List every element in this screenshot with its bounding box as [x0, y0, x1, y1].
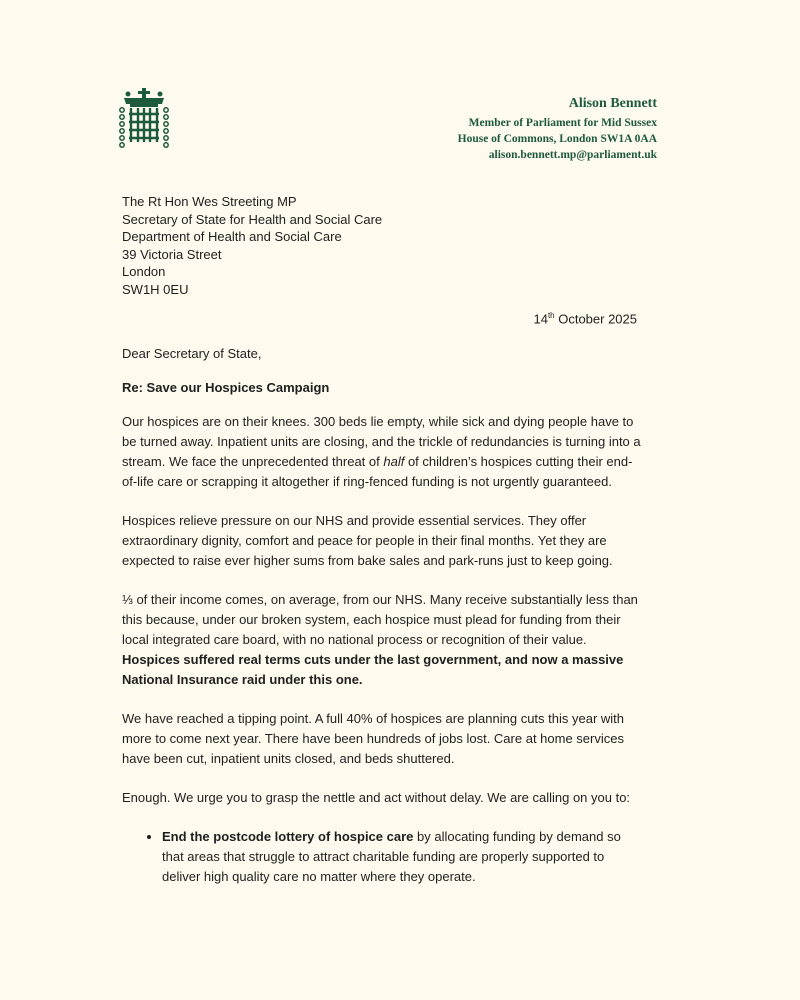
recipient-line: Secretary of State for Health and Social Care	[122, 211, 383, 227]
date-suffix: th	[547, 311, 555, 320]
mp-name: Alison Bennett	[568, 96, 657, 111]
letter-body	[122, 344, 642, 887]
demands-list	[122, 827, 642, 887]
paragraph-5: Enough. We urge you to grasp the nettle and act without delay. We are calling on you to:	[122, 790, 631, 805]
paragraph-4: We have reached a tipping point. A full 40% of hospices are planning cuts this year with more to come next year. There have been hundreds of jobs lost. Care at home services have been cut, inpatient units closed, and beds shuttered.	[122, 711, 625, 766]
recipient-line: SW1H 0EU	[122, 281, 189, 297]
list-item: • End the postcode lottery of hospice care by allocating funding by demand so that areas that struggle to attract charitable funding are properly supported to deliver high quality care no matter where they operate.	[162, 827, 642, 887]
mp-role: Member of Parliament for Mid Sussex	[468, 117, 657, 129]
date-rest: October 2025	[554, 311, 637, 327]
mp-address: House of Commons, London SW1A 0AA	[457, 133, 657, 145]
subject-line: Re: Save our Hospices Campaign	[122, 380, 330, 395]
recipient-address	[122, 193, 382, 298]
portcullis-icon	[118, 88, 170, 150]
letterhead	[458, 96, 657, 163]
recipient-line: London	[122, 264, 166, 279]
paragraph-1: Our hospices are on their knees. 300 beds lie empty, while sick and dying people have to be turned away. Inpatient units are closing, and the trickle of redundancies is turning into a stream. We face the unprecedented threat of half of children’s hospices cutting their end-of-life care or scrapping it altogether if ring-fenced funding is not urgently guaranteed.	[122, 414, 641, 489]
recipient-line: Department of Health and Social Care	[122, 229, 342, 244]
paragraph-2: Hospices relieve pressure on our NHS and provide essential services. They offer extraordinary dignity, comfort and peace for people in their final months. Yet they are expected to raise ever higher sums from bake sales and park-runs just to keep going.	[122, 513, 613, 568]
salutation: Dear Secretary of State,	[122, 346, 262, 361]
recipient-line: The Rt Hon Wes Streeting MP	[122, 194, 297, 209]
date-day: 14	[533, 311, 548, 327]
paragraph-3: ⅓ of their income comes, on average, from our NHS. Many receive substantially less than this because, under our broken system, each hospice must plead for funding from their local integrated care board, with no national process or recognition of their value. Hospices suffered real terms cuts under the last government, and now a massive National Insurance raid under this one.	[122, 592, 638, 687]
mp-email[interactable]: alison.bennett.mp@parliament.uk	[488, 149, 657, 161]
recipient-line: 39 Victoria Street	[122, 246, 222, 262]
letter-date	[533, 311, 637, 326]
